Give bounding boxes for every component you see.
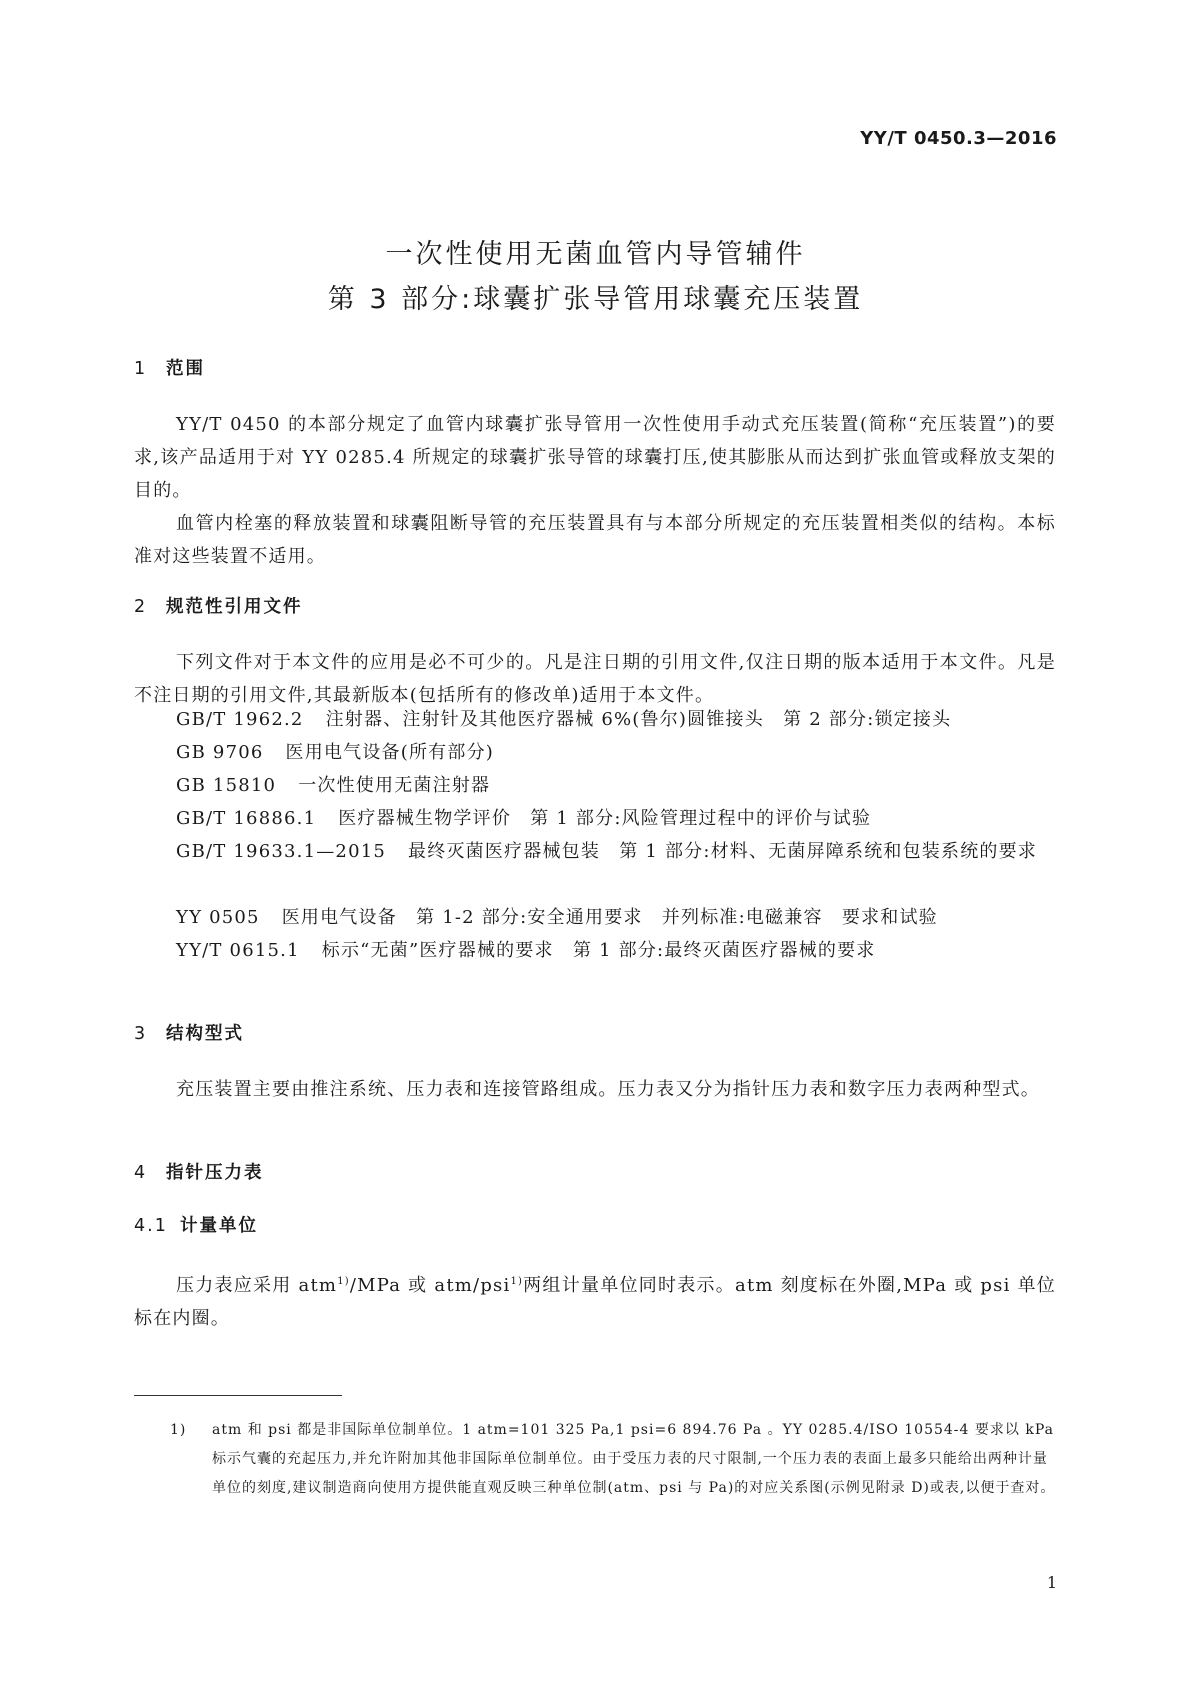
text-run: 压力表应采用 atm bbox=[176, 1275, 338, 1296]
reference-code: GB 9706 bbox=[176, 742, 264, 763]
reference-code: GB/T 1962.2 bbox=[176, 709, 304, 730]
section-number: 4.1 bbox=[134, 1216, 168, 1236]
section-number: 3 bbox=[134, 1024, 148, 1044]
section-1-paragraph-1: YY/T 0450 的本部分规定了血管内球囊扩张导管用一次性使用手动式充压装置(简称“充压装置”)的要求,该产品适用于对 YY 0285.4 所规定的球囊扩张导管的球囊打压,使其膨胀从而达到扩张血管或释放支架的目的。 bbox=[134, 414, 1056, 501]
section-title: 结构型式 bbox=[166, 1024, 244, 1044]
page-number: 1 bbox=[1046, 1573, 1057, 1592]
reference-code: GB 15810 bbox=[176, 775, 277, 796]
section-title: 计量单位 bbox=[180, 1216, 258, 1236]
section-4-1-heading bbox=[134, 1212, 258, 1237]
reference-code: GB/T 16886.1 bbox=[176, 808, 317, 829]
section-number: 1 bbox=[134, 359, 148, 379]
footnote-text: atm 和 psi 都是非国际单位制单位。1 atm=101 325 Pa,1 psi=6 894.76 Pa 。YY 0285.4/ISO 10554-4 要求以 kPa 标示气囊的充起压力,并允许附加其他非国际单位制单位。由于受压力表的尺寸限制,一个压力表的表面上最多只能给出两种计量单位的刻度,建议制造商向使用方提供能直观反映三种单位制(atm、psi 与 Pa)的对应关系图(示例见附录 D)或表,以便于查对。 bbox=[212, 1422, 1056, 1496]
section-3-heading bbox=[134, 1020, 244, 1045]
reference-title: 医疗器械生物学评价 第 1 部分:风险管理过程中的评价与试验 bbox=[338, 808, 872, 829]
document-title-line1: 一次性使用无菌血管内导管辅件 bbox=[385, 239, 806, 270]
footnote-reference: 1) bbox=[337, 1276, 350, 1287]
section-title: 范围 bbox=[166, 359, 205, 379]
reference-code: YY/T 0615.1 bbox=[176, 940, 300, 961]
reference-title: 医用电气设备(所有部分) bbox=[285, 742, 494, 763]
standard-number: YY/T 0450.3—2016 bbox=[860, 128, 1057, 149]
section-4-1-paragraph-1 bbox=[134, 1265, 1056, 1335]
normative-reference bbox=[134, 901, 1056, 934]
footnote bbox=[170, 1416, 1058, 1503]
section-3-paragraph-1: 充压装置主要由推注系统、压力表和连接管路组成。压力表又分为指针压力表和数字压力表两种型式。 bbox=[176, 1079, 1040, 1100]
reference-title: 注射器、注射针及其他医疗器械 6%(鲁尔)圆锥接头 第 2 部分:锁定接头 bbox=[325, 709, 952, 730]
normative-reference bbox=[134, 769, 1056, 802]
section-title: 指针压力表 bbox=[166, 1163, 264, 1183]
section-number: 2 bbox=[134, 597, 148, 617]
section-4-heading bbox=[134, 1159, 264, 1184]
reference-code: YY 0505 bbox=[176, 907, 260, 928]
normative-reference bbox=[134, 703, 1056, 736]
footnote-mark: 1) bbox=[170, 1422, 187, 1438]
normative-reference bbox=[134, 835, 1056, 868]
text-run: 两组计量单位同时表示。atm 刻度标在外圈,MPa 或 psi 单位标在内圈。 bbox=[134, 1275, 1056, 1329]
text-run: /MPa 或 atm/psi bbox=[349, 1275, 511, 1296]
reference-title: 标示“无菌”医疗器械的要求 第 1 部分:最终灭菌医疗器械的要求 bbox=[321, 940, 876, 961]
section-1-paragraph-2: 血管内栓塞的释放装置和球囊阻断导管的充压装置具有与本部分所规定的充压装置相类似的结构。本标准对这些装置不适用。 bbox=[134, 513, 1056, 567]
normative-reference bbox=[134, 802, 1056, 835]
reference-title: 一次性使用无菌注射器 bbox=[298, 775, 491, 796]
reference-title: 最终灭菌医疗器械包装 第 1 部分:材料、无菌屏障系统和包装系统的要求 bbox=[408, 841, 1038, 862]
section-title: 规范性引用文件 bbox=[166, 597, 303, 617]
section-number: 4 bbox=[134, 1163, 148, 1183]
document-title-line2: 第 3 部分:球囊扩张导管用球囊充压装置 bbox=[327, 284, 864, 315]
section-2-heading bbox=[134, 593, 303, 618]
normative-reference bbox=[134, 736, 1056, 769]
reference-code: GB/T 19633.1—2015 bbox=[176, 841, 387, 862]
section-2-paragraph-1: 下列文件对于本文件的应用是必不可少的。凡是注日期的引用文件,仅注日期的版本适用于本文件。凡是不注日期的引用文件,其最新版本(包括所有的修改单)适用于本文件。 bbox=[134, 652, 1056, 706]
footnote-reference: 1) bbox=[510, 1276, 524, 1287]
section-1-heading bbox=[134, 355, 205, 380]
reference-title: 医用电气设备 第 1-2 部分:安全通用要求 并列标准:电磁兼容 要求和试验 bbox=[281, 907, 938, 928]
footnote-separator bbox=[134, 1395, 342, 1396]
normative-reference bbox=[134, 934, 1056, 967]
